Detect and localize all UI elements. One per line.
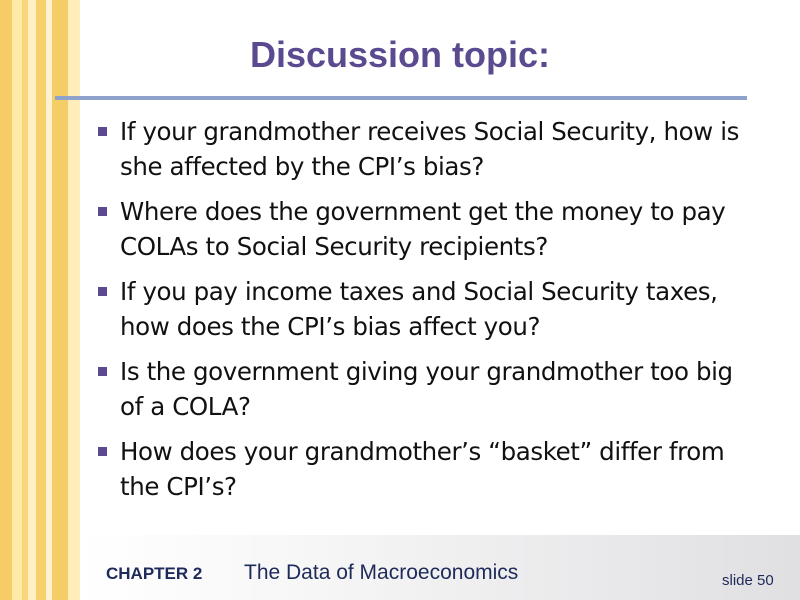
bullet-text: If your grandmother receives Social Security, how is she affected by the CPI’s bias? (120, 117, 739, 181)
slide-title-text: Discussion topic: (249, 34, 551, 75)
bullet-text: How does your grandmother’s “basket” differ from the CPI’s? (120, 437, 725, 501)
chapter-label: CHAPTER 2 (106, 564, 203, 583)
bullet-text: If you pay income taxes and Social Security taxes, how does the CPI’s bias affect you? (120, 277, 718, 341)
bullet-text: Where does the government get the money to pay COLAs to Social Security recipients? (120, 197, 726, 261)
chapter-title: The Data of Macroeconomics (244, 561, 519, 584)
stripe (12, 0, 22, 600)
title-divider (55, 96, 747, 100)
bullet-square-icon (98, 367, 107, 376)
stripe (52, 0, 68, 600)
bullet-list (96, 114, 746, 514)
stripe (36, 0, 46, 600)
bullet-square-icon (98, 127, 107, 136)
bullet-square-icon (98, 287, 107, 296)
decorative-stripes (0, 0, 80, 600)
stripe (28, 0, 36, 600)
bullet-item (96, 194, 746, 264)
bullet-item (96, 274, 746, 344)
bullet-square-icon (98, 207, 107, 216)
bullet-item (96, 354, 746, 424)
bullet-item (96, 434, 746, 504)
slide-number: slide 50 (722, 572, 774, 589)
stripe (68, 0, 80, 600)
bullet-item (96, 114, 746, 184)
bullet-text: Is the government giving your grandmother too big of a COLA? (120, 357, 733, 421)
bullet-square-icon (98, 447, 107, 456)
slide-title (0, 34, 800, 76)
stripe (0, 0, 12, 600)
